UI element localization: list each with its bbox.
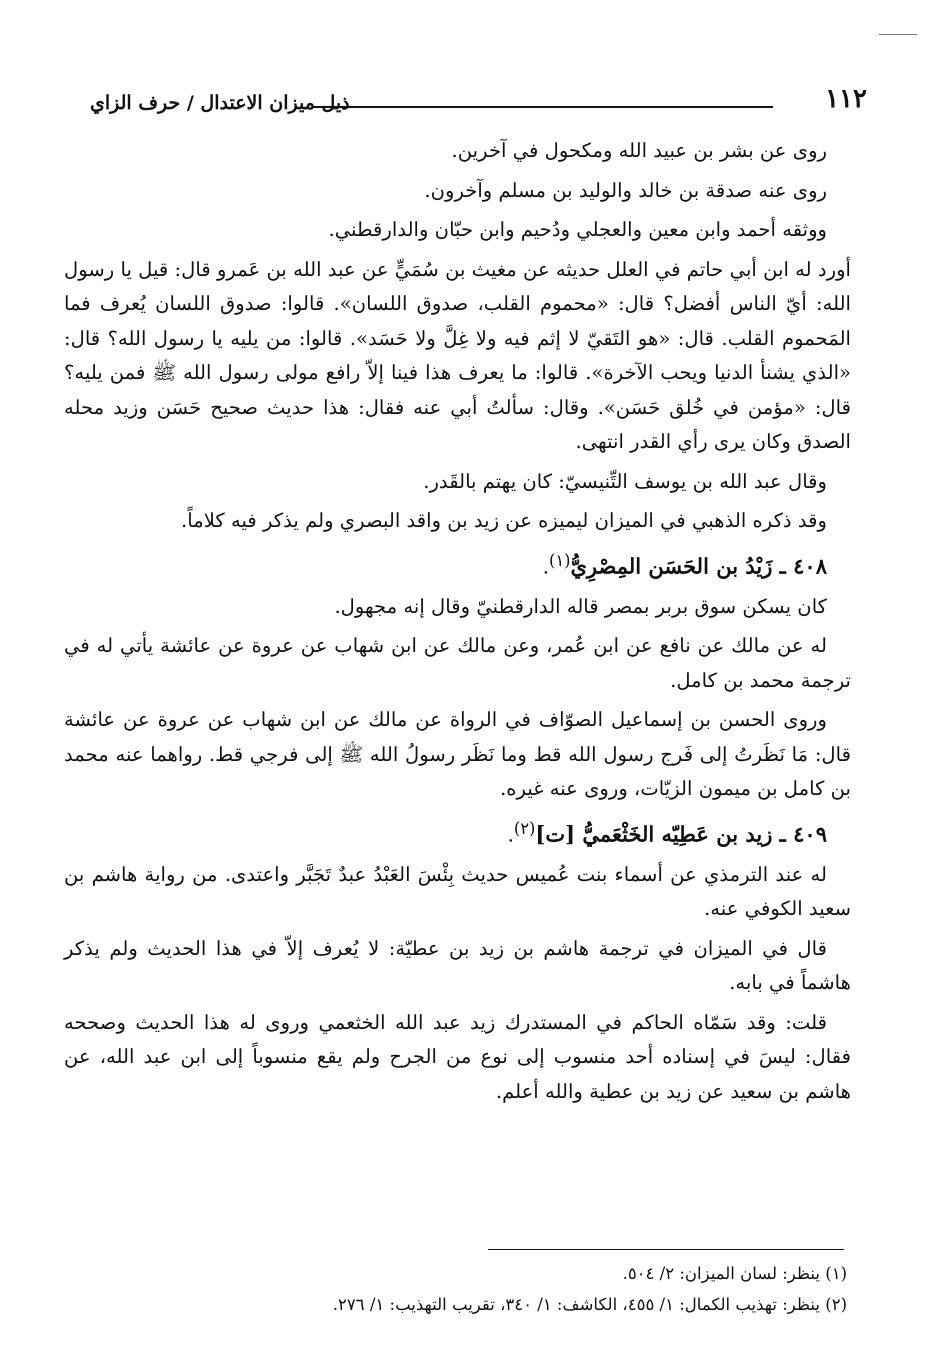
footnote: (١) ينظر: لسان الميزان: ٢/ ٥٠٤. [622, 1264, 847, 1283]
paragraph: وقال عبد الله بن يوسف التِّنيسيّ: كان يهتم بالقَدر. [423, 469, 827, 493]
paragraph: روى عنه صدقة بن خالد والوليد بن مسلم وآخرون. [424, 178, 827, 202]
running-title: ذيل ميزان الاعتدال / حرف الزاي [90, 92, 350, 114]
paragraph: قلت: وقد سَمّاه الحاكم في المستدرك زيد عبد الله الخثعمي وروى له هذا الحديث وصححه فقال: ليسَ في إسناده أحد منسوب إلى نوع من الجرح ولم يقع منسوباً إلى ابن عبد الله، عن هاشم بن سعيد عن زيد بن عطية والله أعلم. [64, 1010, 851, 1103]
corner-mark [879, 34, 917, 35]
footnote-ref: (٢) [513, 818, 536, 838]
paragraph: أورد له ابن أبي حاتم في العلل حديثه عن مغيث بن سُمَيٍّ عن عبد الله بن عَمرو قال: قيل يا رسول الله: أيّ الناس أفضل؟ قال: «محموم القلب، صدوق اللسان». قالوا: صدوق اللسان يُعرف فما المَحموم القلب. قال: «هو التَقيّ لا إثم فيه ولا غِلَّ ولا حَسَد». قالوا: من يليه يا رسول الله؟ قال: «الذي يشنأ الدنيا ويحب الآخرة». قالوا: ما يعرف هذا فينا إلاّ رافع مولى رسول الله ﷺ فمن يليه؟ قال: «مؤمن في خُلق حَسَن». وقال: سألتُ أبي عنه فقال: هذا حديث صحيح حَسَن وزيد محله الصدق وكان يرى رأي القدر انتهى. [64, 257, 851, 453]
paragraph: له عند الترمذي عن أسماء بنت عُميس حديث بِئْسَ العَبْدُ عبدٌ تَجَبَّر واعتدى. من رواية هاشم بن سعيد الكوفي عنه. [64, 862, 851, 921]
entry-title: ٤٠٩ ـ زيد بن عَطِيّه الخَثْعَميُّ [ت] [535, 821, 827, 847]
paragraph: له عن مالك عن نافع عن ابن عُمر، وعن مالك عن ابن شهاب عن عروة عن عائشة يأتي له في ترجمة محمد بن كامل. [64, 634, 851, 692]
paragraph: وروى الحسن بن إسماعيل الصوّاف في الرواة عن مالك عن ابن شهاب عن عروة عن عائشة قال: مَا نَظَرتُ إلى فَرج رسول الله قط وما نَظَر رسولُ الله ﷺ إلى فرجي قط. رواهما عنه محمد بن كامل بن ميمون الزيّات، وروى عنه غيره. [64, 708, 851, 801]
footnote-divider [488, 1249, 844, 1250]
page-header [90, 84, 869, 124]
paragraph: روى عن بشر بن عبيد الله ومكحول في آخرين. [451, 139, 827, 162]
main-text [64, 134, 851, 1114]
footnote-ref: (١) [548, 550, 571, 570]
footnotes [200, 1258, 847, 1320]
paragraph: وقد ذكره الذهبي في الميزان ليميزه عن زيد بن واقد البصري ولم يذكر فيه كلاماً. [181, 509, 827, 532]
paragraph: ووثقه أحمد وابن معين والعجلي ودُحيم وابن حبّان والدارقطني. [328, 218, 827, 241]
entry-title: ٤٠٨ ـ زَيْدُ بن الحَسَن المِصْرِيُّ [570, 553, 827, 579]
paragraph: كان يسكن سوق بربر بمصر قاله الدارقطنيّ وقال إنه مجهول. [334, 594, 827, 618]
entry-heading: ٤٠٩ ـ زيد بن عَطِيّه الخَثْعَميُّ [ت]$^{(٢)}$. [507, 818, 827, 847]
footnote: (٢) ينظر: تهذيب الكمال: ١/ ٤٥٥، الكاشف: ١/ ٣٤٠، تقريب التهذيب: ١/ ٢٧٦. [332, 1295, 847, 1314]
header-rule [312, 106, 773, 108]
paragraph: قال في الميزان في ترجمة هاشم بن زيد بن عطيّة: لا يُعرف إلاّ في هذا الحديث ولم يذكر هاشماً في بابه. [64, 936, 851, 995]
entry-heading: ٤٠٨ ـ زَيْدُ بن الحَسَن المِصْرِيُّ$^{(١)}$. [542, 550, 827, 579]
page-number: ١١٢ [825, 84, 867, 114]
